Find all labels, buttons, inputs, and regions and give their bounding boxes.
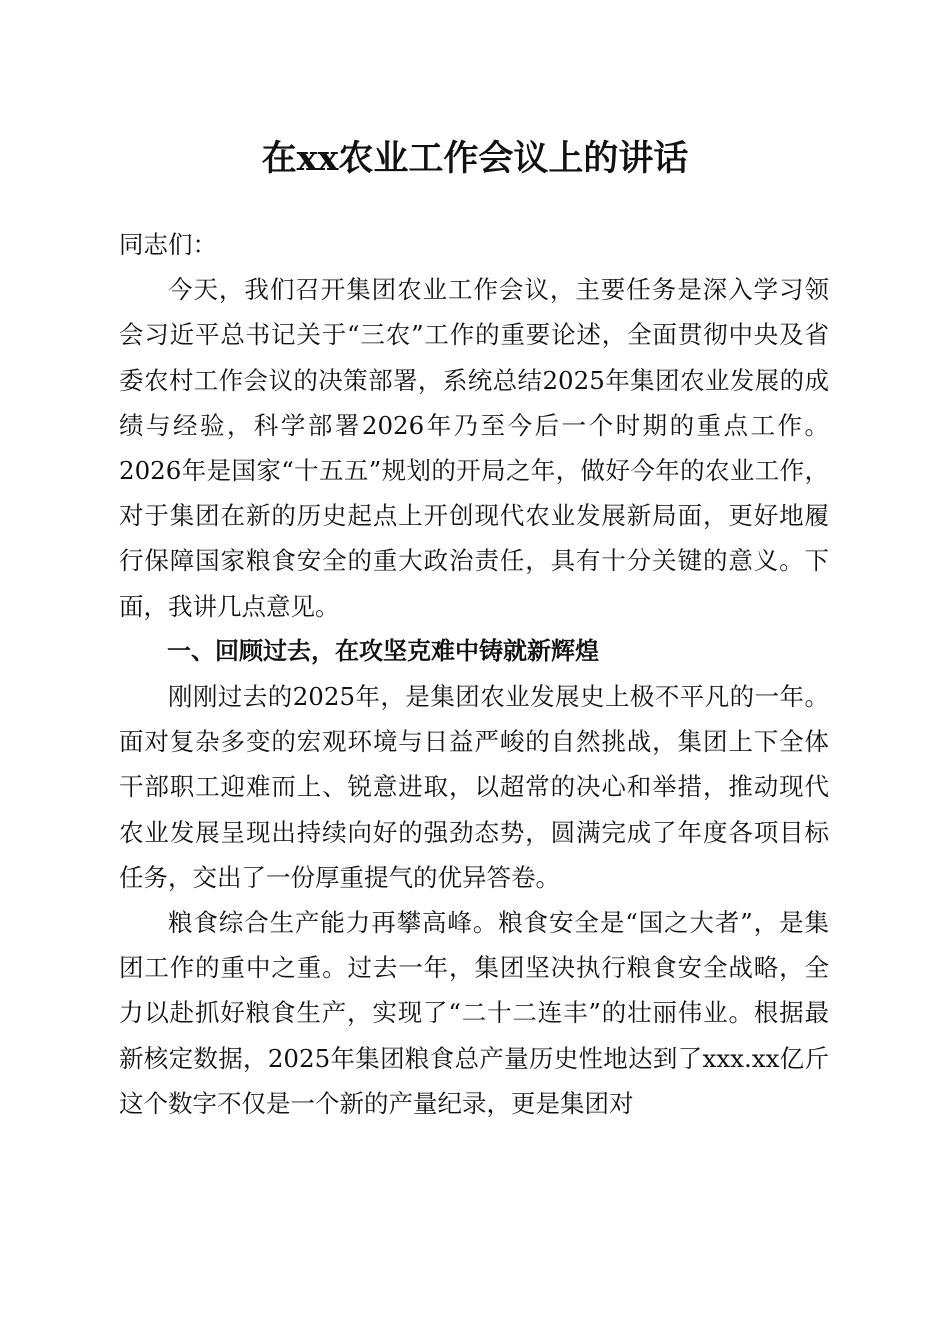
section-heading: 一、回顾过去，在攻坚克难中铸就新辉煌 (167, 636, 599, 665)
page-title: 在xx农业工作会议上的讲话 (261, 138, 689, 179)
document-body (119, 222, 829, 1126)
section-paragraph-2: 粮食综合生产能力再攀高峰。粮食安全是“国之大者”，是集团工作的重中之重。过去一年，集团坚决执行粮食安全战略，全力以赴抓好粮食生产，实现了“二十二连丰”的壮丽伟业。根据最新核定数据，2025年集团粮食总产量历史性地达到了xxx.xx亿斤这个数字不仅是一个新的产量纪录，更是集团对 (119, 908, 829, 1118)
section-paragraph-1: 刚刚过去的2025年，是集团农业发展史上极不平凡的一年。面对复杂多变的宏观环境与日益严峻的自然挑战，集团上下全体干部职工迎难而上、锐意进取，以超常的决心和举措，推动现代农业发展呈现出持续向好的强劲态势，圆满完成了年度各项目标任务，交出了一份厚重提气的优异答卷。 (119, 682, 829, 892)
salutation: 同志们： (119, 230, 217, 259)
intro-paragraph: 今天，我们召开集团农业工作会议，主要任务是深入学习领会习近平总书记关于“三农”工作的重要论述，全面贯彻中央及省委农村工作会议的决策部署，系统总结2025年集团农业发展的成绩与经验，科学部署2026年乃至今后一个时期的重点工作。2026年是国家“十五五”规划的开局之年，做好今年的农业工作，对于集团在新的历史起点上开创现代农业发展新局面，更好地履行保障国家粮食安全的重大政治责任，具有十分关键的意义。下面，我讲几点意见。 (119, 275, 829, 621)
